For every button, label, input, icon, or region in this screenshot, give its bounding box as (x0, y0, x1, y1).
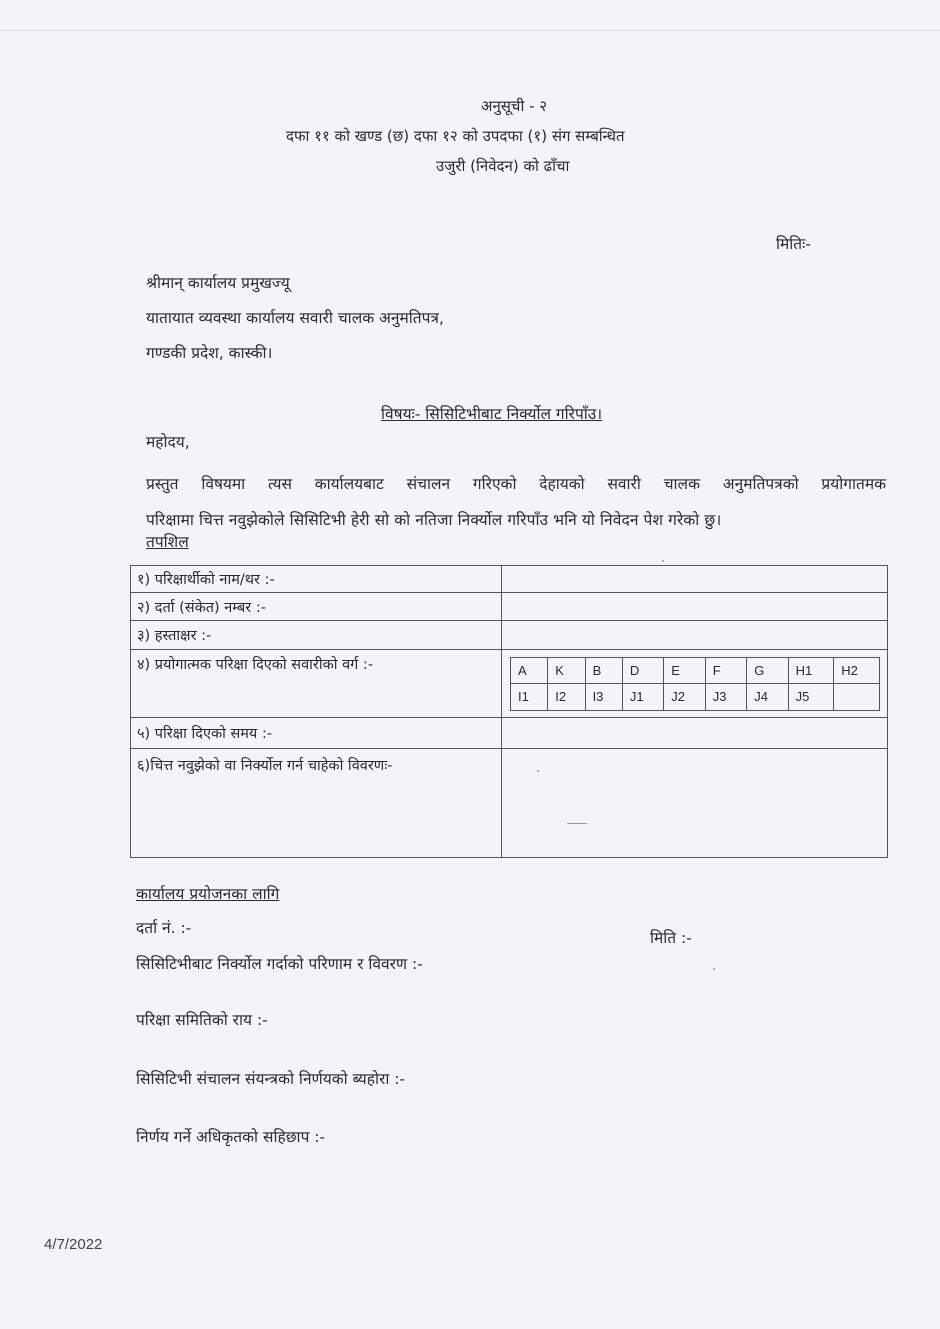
office-reg-number-label: दर्ता नं. :- (136, 919, 192, 937)
class-option[interactable]: I1 (511, 684, 548, 711)
row-label-exam-time: ५) परिक्षा दिएको समय :- (131, 718, 502, 749)
table-row (131, 749, 888, 858)
scan-speck (567, 823, 587, 824)
body-line-1: प्रस्तुत विषयमा त्यस कार्यालयबाट संचालन गरिएको देहायको सवारी चालक अनुमतिपत्रको प्रयोगातमक (146, 475, 886, 493)
class-option[interactable] (834, 684, 880, 711)
row-label-vehicle-class: ४) प्रयोगात्मक परिक्षा दिएको सवारीको वर्ग :- (131, 650, 502, 718)
form-title: उजुरी (निवेदन) को ढाँचा (436, 157, 570, 175)
body-line-2: परिक्षामा चित्त नवुझेकोले सिसिटिभी हेरी सो को नतिजा निर्क्योल गरिपाँउ भनि यो निवेदन पेश गरेको छु। (146, 511, 722, 529)
class-option[interactable]: G (747, 657, 788, 684)
row-label-grievance: ६)चित्त नवुझेको वा निर्क्योल गर्न चाहेको विवरणः- (131, 749, 502, 858)
class-option[interactable]: E (664, 657, 705, 684)
subject-line: विषयः- सिसिटिभीबाट निर्क्योल गरिपाँउ। (381, 405, 603, 423)
name-field[interactable] (502, 566, 888, 593)
addressee-line-1: श्रीमान् कार्यालय प्रमुखज्यू (146, 274, 290, 292)
class-option[interactable]: H2 (834, 657, 880, 684)
row-label-reg-number: २) दर्ता (संकेत) नम्बर :- (131, 593, 502, 621)
exam-time-field[interactable] (502, 718, 888, 749)
table-row (131, 650, 888, 718)
reg-number-field[interactable] (502, 593, 888, 621)
office-date-label: मिति :- (650, 929, 692, 947)
class-option[interactable]: J2 (664, 684, 705, 711)
row-label-signature: ३) हस्ताक्षर :- (131, 621, 502, 650)
class-option[interactable]: F (705, 657, 746, 684)
page-edge (0, 30, 940, 31)
table-row (131, 718, 888, 749)
table-row (131, 621, 888, 650)
row-label-name: १) परिक्षार्थीको नाम/थर :- (131, 566, 502, 593)
class-option[interactable]: J3 (705, 684, 746, 711)
office-use-heading: कार्यालय प्रयोजनका लागि (136, 885, 280, 903)
officer-signature-label: निर्णय गर्ने अधिकृतको सहिछाप :- (136, 1128, 326, 1146)
grievance-field[interactable] (502, 749, 888, 858)
class-option[interactable]: D (622, 657, 663, 684)
clause-reference: दफा ११ को खण्ड (छ) दफा १२ को उपदफा (१) संग सम्बन्धित (286, 127, 625, 145)
class-option[interactable]: J5 (788, 684, 834, 711)
addressee-line-2: यातायात व्यवस्था कार्यालय सवारी चालक अनुमतिपत्र, (146, 309, 444, 327)
class-option[interactable]: H1 (788, 657, 834, 684)
scan-speck (713, 968, 715, 970)
table-row (131, 566, 888, 593)
class-option[interactable]: I3 (585, 684, 622, 711)
vehicle-class-cell (502, 650, 888, 718)
applicant-details-table (130, 565, 888, 858)
scan-speck (662, 560, 664, 562)
mechanism-decision-label: सिसिटिभी संचालन संयन्त्रको निर्णयको ब्यहोरा :- (136, 1070, 406, 1088)
committee-opinion-label: परिक्षा समितिको राय :- (136, 1011, 268, 1029)
footer-date: 4/7/2022 (44, 1236, 103, 1253)
class-option[interactable]: A (511, 657, 548, 684)
signature-field[interactable] (502, 621, 888, 650)
cctv-result-label: सिसिटिभीबाट निर्क्योल गर्दाको परिणाम र विवरण :- (136, 955, 423, 973)
class-option[interactable]: J1 (622, 684, 663, 711)
class-option[interactable]: K (548, 657, 585, 684)
scan-speck (537, 770, 539, 772)
class-option[interactable]: J4 (747, 684, 788, 711)
table-row (131, 593, 888, 621)
salutation: महोदय, (146, 433, 190, 451)
details-heading: तपशिल (146, 533, 189, 551)
date-label: मितिः- (776, 235, 811, 253)
class-option[interactable]: I2 (548, 684, 585, 711)
class-option[interactable]: B (585, 657, 622, 684)
addressee-line-3: गण्डकी प्रदेश, कास्की। (146, 344, 273, 362)
annex-title: अनुसूची - २ (481, 97, 548, 115)
vehicle-class-grid (510, 657, 880, 711)
